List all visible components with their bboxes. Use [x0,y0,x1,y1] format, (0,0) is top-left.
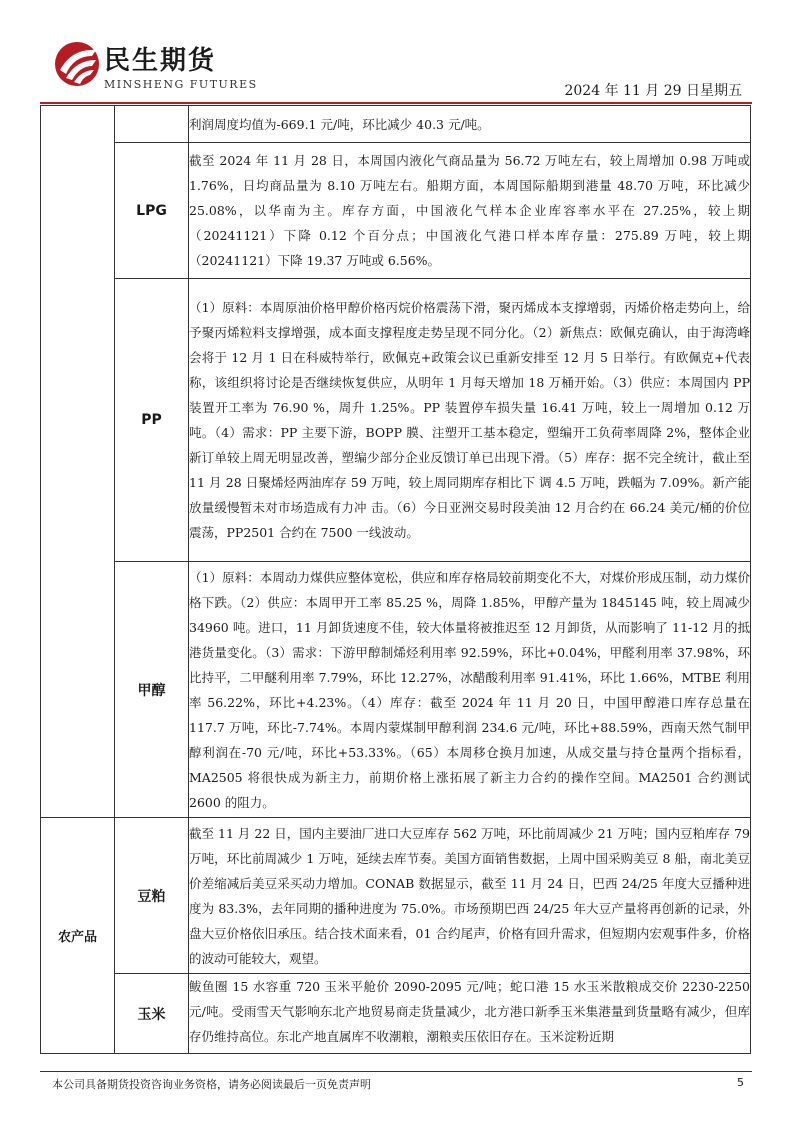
row-top-content: 利润周度均值为-669.1 元/吨，环比减少 40.3 元/吨。 [189,106,751,143]
brand-name-cn: 民生期货 [104,46,217,76]
footer-divider [40,1071,752,1072]
methanol-content: （1）原料：本周动力煤供应整体宽松，供应和库存格局较前期变化不大，对煤价形成压制，动力煤价格下跌。（2）供应：本周甲开工率 85.25 %，周降 1.85%，甲醇产量为 1845145 吨，较上周减少 34960 吨。进口，11 月卸货速度不佳，较大体量将被推迟至 12 月卸货，从而影响了 11-12 月的抵港货量变化。（3）需求：下游甲醇制烯烃利用率 92.59%，环比+0.04%，甲醛利用率 37.98%，环比持平，二甲醚利用率 7.79%，环比 12.27%，冰醋酸利用率 91.41%，环比 1.66%，MTBE 利用率 56.22%，环比+4.23%。（4）库存：截至 2024 年 11 月 20 日，中国甲醇港口库存总量在 117.7 万吨，环比-7.74%。本周内蒙煤制甲醇利润 234.6 元/吨，环比+88.59%，西南天然气制甲醇利润在-70 元/吨，环比+53.33%。（65）本周移仓换月加速，从成交量与持仓量两个指标看，MA2505 将很快成为新主力，前期价格上涨拓展了新主力合约的操作空间。MA2501 合约测试 2600 的阻力。 [189,562,751,818]
table-row [41,562,751,818]
product-lpg: LPG [115,143,189,279]
soymeal-content: 截至 11 月 22 日，国内主要油厂进口大豆库存 562 万吨，环比前周减少 21 万吨；国内豆粕库存 79 万吨，环比前周减少 1 万吨，延续去库节奏。美国方面销售数据，上周中国采购美豆 8 船，南北美豆价差缩减后美豆采买动力增加。CONAB 数据显示，截至 11 月 24 日，巴西 24/25 年度大豆播种进度为 83.3%，去年同期的播种进度为 75.0%。市场预期巴西 24/25 年大豆产量将再创新的记录，外盘大豆价格依旧承压。结合技术面来看，01 合约尾声，价格有回升需求，但短期内宏观事件多，价格的波动可能较大，观望。 [189,818,751,974]
sector-agri: 农产品 [41,818,115,1054]
corn-content-cell [189,974,751,1054]
footer-disclaimer: 本公司具备期货投资咨询业务资格，请务必阅读最后一页免责声明 [52,1078,371,1091]
sector-cell [41,106,115,818]
product-soymeal: 豆粕 [115,818,189,974]
lpg-content: 截至 2024 年 11 月 28 日，本周国内液化气商品量为 56.72 万吨左右，较上周增加 0.98 万吨或 1.76%，日均商品量为 8.10 万吨左右。船期方面，本周国际船期到港量 48.70 万吨，环比减少 25.08%，以华南为主。库存方面，中国液化气样本企业库容率水平在 27.25%，较上期（20241121）下降 0.12 个百分点；中国液化气港口样本库存量：275.89 万吨，较上期（20241121）下降 19.37 万吨或 6.56%。 [189,143,751,279]
minsheng-logo-icon [52,40,102,88]
product-pp: PP [115,279,189,562]
corn-content: 鲅鱼圈 15 水容重 720 玉米平舱价 2090-2095 元/吨；蛇口港 15 水玉米散粮成交价 2230-2250 元/吨。受雨雪天气影响东北产地贸易商走货量减少，北方港口新季玉米集港量到货量略有减少，但库存仍维持高位。东北产地直属库不收潮粮，潮粮卖压依旧存在。玉米淀粉近期 [189,979,750,1044]
page-number: 5 [737,1076,744,1089]
product-cell [115,106,189,143]
table-row [41,106,751,143]
brand-name-en: MINSHENG FUTURES [104,78,258,91]
header-divider [40,102,752,104]
product-corn: 玉米 [115,974,189,1054]
table-row [41,974,751,1054]
table-row [41,143,751,279]
table-row [41,279,751,562]
commodity-table [40,105,751,1054]
product-methanol: 甲醇 [115,562,189,818]
report-date: 2024 年 11 月 29 日星期五 [564,83,742,99]
table-row [41,818,751,974]
pp-content: （1）原料：本周原油价格甲醇价格丙烷价格震荡下滑，聚丙烯成本支撑增弱，丙烯价格走势向上，给予聚丙烯粒料支撑增强，成本面支撑程度走势呈现不同分化。（2）新焦点：欧佩克确认，由于海湾峰会将于 12 月 1 日在科威特举行，欧佩克+政策会议已重新安排至 12 月 5 日举行。有欧佩克+代表称，该组织将讨论是否继续恢复供应，从明年 1 月每天增加 18 万桶开始。（3）供应：本周国内 PP 装置开工率为 76.90 %，周升 1.25%。PP 装置停车损失量 16.41 万吨，较上一周增加 0.12 万吨。（4）需求：PP 主要下游，BOPP 膜、注塑开工基本稳定，塑编开工负荷率周降 2%，整体企业新订单较上周无明显改善，塑编少部分企业反馈订单已出现下滑。（5）库存：据不完全统计，截止至 11 月 28 日聚烯烃两油库存 59 万吨，较上周同期库存相比下 调 4.5 万吨，跌幅为 7.09%。新产能放量缓慢暂未对市场造成有力冲 击。（6）今日亚洲交易时段美油 12 月合约在 66.24 美元/桶的价位震荡，PP2501 合约在 7500 一线波动。 [189,279,751,562]
